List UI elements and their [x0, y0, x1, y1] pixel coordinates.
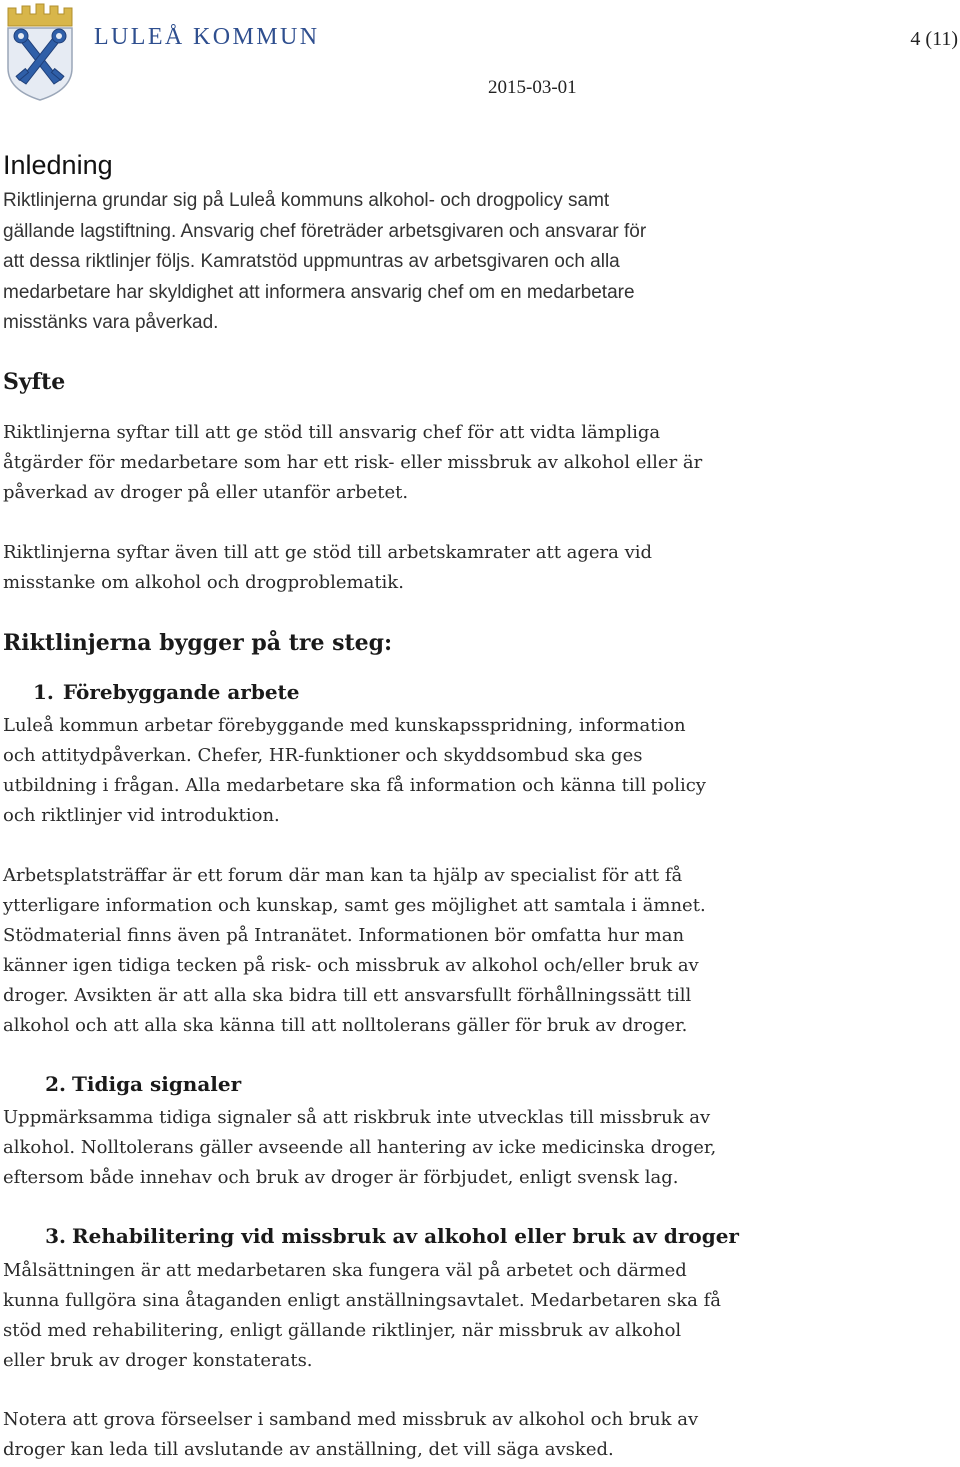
heading-syfte: Syfte	[3, 369, 66, 395]
text-line: Luleå kommun arbetar förebyggande med kunskapsspridning, information	[3, 715, 686, 736]
text-line: påverkad av droger på eller utanför arbetet.	[3, 482, 409, 503]
syfte-paragraph-1	[3, 418, 702, 508]
step-2-number: 2.	[45, 1072, 66, 1096]
text-line: misstänks vara påverkad.	[3, 312, 219, 333]
step-3-paragraph-1	[3, 1256, 721, 1376]
text-line: misstanke om alkohol och drogproblematik.	[3, 572, 404, 593]
step-1-paragraph-2	[3, 861, 706, 1041]
step-2-title: Tidiga signaler	[72, 1072, 242, 1096]
text-line: Riktlinjerna grundar sig på Luleå kommuns alkohol- och drogpolicy samt	[3, 190, 610, 211]
municipality-crest-logo	[4, 2, 76, 102]
text-line: Notera att grova förseelser i samband med missbruk av alkohol och bruk av	[3, 1409, 699, 1430]
step-3-number: 3.	[45, 1224, 66, 1248]
text-line: alkohol. Nolltolerans gäller avseende all hantering av icke medicinska droger,	[3, 1137, 717, 1158]
heading-steps: Riktlinjerna bygger på tre steg:	[3, 630, 393, 656]
step-2-heading	[0, 1072, 241, 1096]
text-line: Arbetsplatsträffar är ett forum där man kan ta hjälp av specialist för att få	[3, 865, 683, 886]
heading-inledning: Inledning	[3, 150, 113, 180]
step-1-heading	[0, 680, 300, 704]
text-line: eftersom både innehav och bruk av droger är förbjudet, enligt svensk lag.	[3, 1167, 679, 1188]
inledning-paragraph	[3, 186, 646, 339]
text-line: gällande lagstiftning. Ansvarig chef företräder arbetsgivaren och ansvarar för	[3, 220, 647, 242]
text-line: Målsättningen är att medarbetaren ska fungera väl på arbetet och därmed	[3, 1260, 687, 1281]
step-3-paragraph-2	[3, 1405, 698, 1465]
text-line: droger. Avsikten är att alla ska bidra till ett ansvarsfullt förhållningssätt till	[3, 985, 692, 1006]
text-line: kunna fullgöra sina åtaganden enligt anställningsavtalet. Medarbetaren ska få	[3, 1290, 721, 1311]
syfte-paragraph-2	[3, 538, 652, 598]
text-line: ytterligare information och kunskap, samt ges möjlighet att samtala i ämnet.	[3, 895, 706, 916]
step-1-title: Förebyggande arbete	[62, 680, 300, 704]
document-date: 2015-03-01	[488, 77, 577, 98]
step-3-title: Rehabilitering vid missbruk av alkohol eller bruk av droger	[72, 1224, 739, 1248]
text-line: att dessa riktlinjer följs. Kamratstöd uppmuntras av arbetsgivaren och alla	[3, 251, 620, 272]
text-line: stöd med rehabilitering, enligt gällande riktlinjer, när missbruk av alkohol	[3, 1320, 682, 1341]
step-2-paragraph-1	[3, 1103, 716, 1193]
text-line: alkohol och att alla ska känna till att nolltolerans gäller för bruk av droger.	[3, 1015, 688, 1036]
text-line: Stödmaterial finns även på Intranätet. Informationen bör omfatta hur man	[3, 925, 685, 946]
text-line: åtgärder för medarbetare som har ett risk- eller missbruk av alkohol eller är	[3, 452, 703, 473]
organization-name: LULEÅ KOMMUN	[94, 24, 320, 50]
text-line: eller bruk av droger konstaterats.	[3, 1350, 313, 1371]
text-line: och riktlinjer vid introduktion.	[3, 805, 280, 826]
text-line: medarbetare har skyldighet att informera ansvarig chef om en medarbetare	[3, 281, 635, 303]
step-3-heading	[0, 1224, 739, 1248]
text-line: Uppmärksamma tidiga signaler så att riskbruk inte utvecklas till missbruk av	[3, 1107, 711, 1128]
text-line: utbildning i frågan. Alla medarbetare ska få information och känna till policy	[3, 775, 706, 796]
step-1-number: 1.	[33, 680, 54, 704]
page-number: 4 (11)	[910, 28, 958, 50]
text-line: droger kan leda till avslutande av anställning, det vill säga avsked.	[3, 1439, 614, 1460]
text-line: och attitydpåverkan. Chefer, HR-funktioner och skyddsombud ska ges	[3, 745, 643, 766]
text-line: Riktlinjerna syftar även till att ge stöd till arbetskamrater att agera vid	[3, 542, 653, 563]
text-line: Riktlinjerna syftar till att ge stöd till ansvarig chef för att vidta lämpliga	[3, 422, 661, 443]
step-1-paragraph-1	[3, 711, 706, 831]
text-line: känner igen tidiga tecken på risk- och missbruk av alkohol och/eller bruk av	[3, 955, 699, 976]
